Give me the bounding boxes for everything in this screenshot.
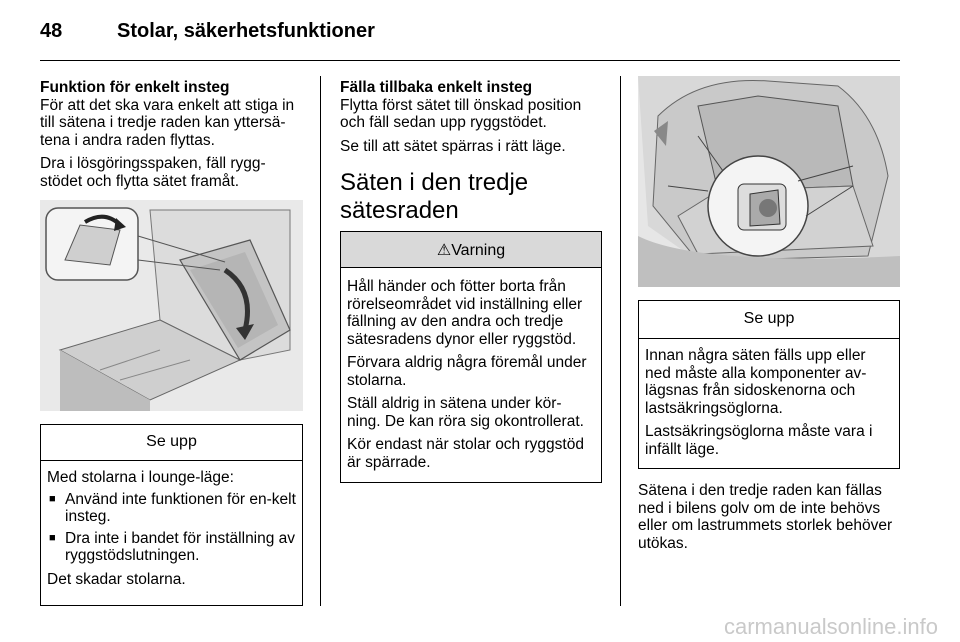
column-divider: [620, 76, 621, 606]
easy-entry-instruction: Dra i lösgöringsspaken, fäll rygg-stödet och flytta sätet framåt.: [40, 155, 266, 190]
section-title: Säten i den tredje sätesraden: [340, 169, 529, 224]
notice-text: Innan några säten fälls upp eller ned måste alla komponenter av-lägsnas från sidoskenorna och lastsäkringsöglorna.: [645, 347, 867, 417]
notice-title: Se upp: [41, 425, 302, 461]
notice-list: [47, 491, 296, 565]
cargo-area-drawing: [638, 76, 900, 287]
notice-box-lashing: [638, 300, 900, 469]
column-3-text: [638, 482, 904, 558]
column-divider: [320, 76, 321, 606]
warning-text: Förvara aldrig några föremål under stolarna.: [347, 354, 587, 389]
cargo-area-illustration: [638, 76, 900, 287]
easy-entry-text: För att det ska vara enkelt att stiga in till sätena i tredje raden kan yttersä-tena i andra raden flyttas.: [40, 96, 295, 149]
notice-box-lounge: [40, 424, 303, 606]
fold-back-check: Se till att sätet spärras i rätt läge.: [340, 137, 566, 155]
notice-outro: Det skadar stolarna.: [47, 570, 186, 588]
warning-text: Håll händer och fötter borta från rörelseområdet vid inställning eller fällning av den andra och tredje sätesradens dynor eller ryggstöd.: [347, 278, 583, 348]
fold-back-heading: Fälla tillbaka enkelt insteg: [340, 79, 533, 96]
warning-text: Ställ aldrig in sätena under kör-ning. De kan röra sig okontrollerat.: [347, 395, 584, 430]
page-number: 48: [40, 20, 63, 42]
list-item: ■ Använd inte funktionen för en-kelt insteg.: [47, 491, 296, 526]
warning-triangle-icon: ⚠: [436, 242, 452, 259]
warning-text: Kör endast när stolar och ryggstöd är spärrade.: [347, 436, 584, 471]
warning-title: Varning: [451, 242, 506, 259]
notice-intro: Med stolarna i lounge-läge:: [47, 469, 234, 486]
warning-body: [341, 268, 601, 483]
column-1: [40, 79, 306, 196]
header-divider: [40, 60, 900, 61]
notice-title: Se upp: [639, 301, 899, 339]
list-item: ■ Dra inte i bandet för inställning av ryggstödslutningen.: [47, 530, 296, 565]
warning-box: [340, 231, 602, 483]
page-title: Stolar, säkerhetsfunktioner: [117, 20, 375, 42]
notice-body: [639, 339, 899, 470]
notice-body: [41, 461, 302, 600]
third-row-folding-text: Sätena i den tredje raden kan fällas ned i bilens golv om de inte behövs eller om lastrummets storlek behöver utökas.: [638, 482, 893, 552]
easy-entry-heading: Funktion för enkelt insteg: [40, 79, 230, 96]
seat-folding-illustration: [40, 200, 303, 411]
warning-header: [341, 232, 601, 268]
column-2: [340, 79, 606, 233]
seat-folding-drawing: [40, 200, 303, 411]
watermark: carmanualsonline.info: [723, 614, 938, 639]
fold-back-text: Flytta först sätet till önskad position och fäll sedan upp ryggstödet.: [340, 96, 582, 131]
notice-text: Lastsäkringsöglorna måste vara i infällt läge.: [645, 423, 873, 458]
